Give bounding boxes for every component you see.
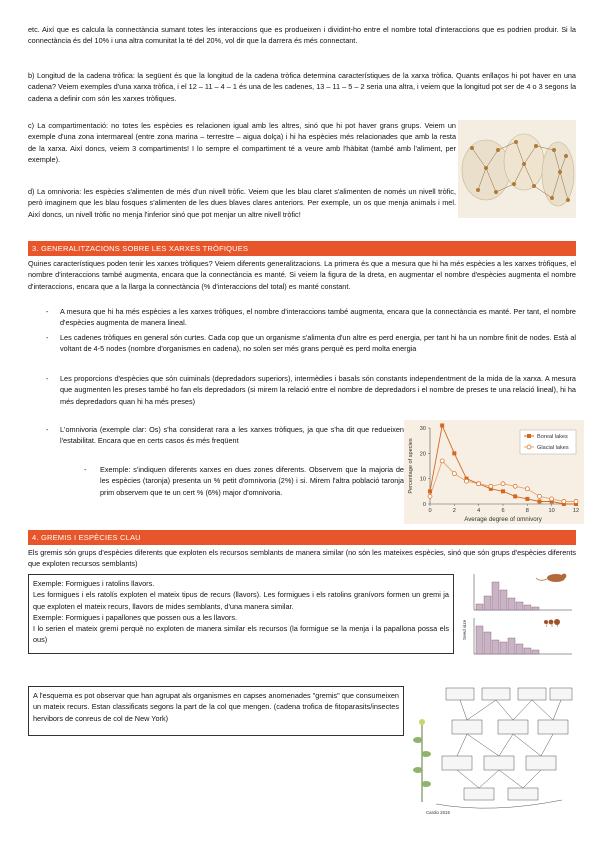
box-line: Les formigues i els ratolís exploten el mateix tipus de recurs (llavors). Les formigues i els ratolins granívors formen un gremi ja que exploten el mateix recurs, llavors de mides semblants, d'una manera similar.: [33, 590, 449, 611]
data-point-glacial: [562, 499, 566, 503]
list-item: - Les proporcions d'espècies que són cuiminals (depredadors superiors), intermèdies i basals són constants independentment de la mida de la xarxa. A mesura que augmenten les preses també ho fan els depredadors (si mirem la relació entre el nombre de depredadors i el nombre de preses te una relació lineal), hi ha més depredadors quan hi ha més preses): [46, 374, 576, 406]
data-point-glacial: [440, 459, 444, 463]
omnivory-chart: [404, 420, 584, 524]
data-point-glacial: [550, 497, 554, 501]
list-item-text: Les proporcions d'espècies que són cuiminals (depredadors superiors), intermèdies i basals són constants independentment de la mida de la xarxa. A mesura que augmenten les preses també ho fan els depredadors (si mirem la relació entre el nombre de depredadors i el nombre de preses te una relació lineal), hi ha més depredadors quan hi ha més preses): [60, 374, 576, 406]
guild-chart-label: Seed size: [462, 619, 467, 640]
legend-marker-glacial: [527, 445, 531, 449]
box-line: I lo serien el mateix gremi perquè no exploten de manera similar els recursos (la formigue se la menja i la papallona possa els ous): [33, 624, 449, 645]
data-point-boreal: [513, 494, 517, 498]
data-point-glacial: [538, 494, 542, 498]
section-3-heading: 3. GENERALITZACIONS SOBRE LES XARXES TRÒFIQUES: [28, 241, 576, 256]
y-tick-label: 30: [419, 426, 426, 432]
guild-example-box: [28, 574, 454, 654]
data-point-boreal: [538, 499, 542, 503]
x-tick-label: 10: [548, 508, 555, 514]
data-point-glacial: [452, 472, 456, 476]
legend-marker-boreal: [527, 434, 531, 438]
section-4-heading: 4. GREMIS I ESPÈCIES CLAU: [28, 530, 576, 545]
y-tick-label: 20: [419, 451, 426, 458]
data-point-glacial: [428, 494, 432, 498]
legend-label-boreal: Boreal lakes: [537, 434, 568, 440]
data-point-glacial: [501, 482, 505, 486]
data-point-glacial: [477, 482, 481, 486]
legend-label-glacial: Glacial lakes: [537, 445, 569, 451]
paragraph-omnivory: d) La omnivoria: les espècies s'alimenten de més d'un nivell tròfic. Veiem que les blau claret s'alimenten de només un nivell tròfic, però imaginem que les blau fosques s'alimenten de les dues blaves clares anteriors. Per exemple, un os que menja animals i mel. Així doncs, un nivell tròfic no menja l'inferior sinó que pot menjar un altre nivell tròfic!: [28, 187, 456, 219]
data-point-glacial: [525, 487, 529, 491]
y-tick-label: 10: [419, 476, 426, 483]
guild-scheme-diagram: [412, 684, 576, 816]
sub-list-item: - Exemple: s'indiquen diferents xarxes en dues zones diferents. Observem que la majoria de les espècies (taronja) presenta un % petit d'omnivoria (2%) i si. Mirem l'altra població taronja prim observem que te un cert % (6%) major d'omnivoria.: [84, 465, 404, 497]
data-point-boreal: [452, 451, 456, 455]
data-point-glacial: [465, 479, 469, 483]
x-tick-label: 0: [428, 508, 432, 514]
box-line: Exemple: Formigues i papallones que possen ous a les llavors.: [33, 612, 238, 622]
data-point-boreal: [525, 497, 529, 501]
x-tick-label: 2: [452, 508, 456, 514]
data-point-boreal: [428, 489, 432, 493]
section-3-intro: Quines característiques poden tenir les xarxes tròfiques? Veiem diferents generalitzacions. La primera és que a mesura que hi ha més espècies a les xarxes tròfiques, el nombre d'interaccions també augmenta, encara que la connectància es manté. Si veiem la figura de la dreta, en augmentar el nombre d'espècies augmenta el nombre d'interaccions, encara que a la llarga la connectància (% d'interaccions del total) es manté constant.: [28, 259, 576, 291]
data-point-boreal: [501, 489, 505, 493]
data-point-glacial: [574, 499, 578, 503]
data-point-glacial: [489, 484, 493, 488]
sub-list-item-text: Exemple: s'indiquen diferents xarxes en dues zones diferents. Observem que la majoria de les espècies (taronja) presenta un % petit d'omnivoria (2%) i si. Mirem l'altra població taronja prim observem que te un cert % (6%) major d'omnivoria.: [100, 465, 404, 497]
x-tick-label: 8: [525, 508, 529, 514]
y-tick-label: 0: [422, 502, 426, 508]
chart-legend: [520, 430, 576, 454]
ant-icon: [544, 619, 560, 627]
guild-histogram-figure: [462, 570, 576, 662]
scheme-caption: Cardio 2015: [426, 810, 450, 815]
list-item: - A mesura que hi ha més espècies a les xarxes tròfiques, el nombre d'interaccions també augmenta, encara que la connectància es manté. Per tant, el nombre d'espècies augmenta de manera lineal.: [46, 307, 576, 328]
list-item-text: L'omnivoria (exemple clar: Os) s'ha considerat rara a les xarxes tròfiques, ja que s'ha dit que redueixen l'estabilitat. Encara que en certs casos és més freqüent: [60, 425, 404, 446]
x-tick-label: 12: [572, 508, 580, 514]
section-4-intro: Els gremis són grups d'espècies diferents que exploten els recursos semblants de manera similar (no són les mateixes espècies, sinó que són grups d'espècies diferents que exploten recursos semblants): [28, 548, 576, 569]
x-axis-label: Average degree of omnivory: [464, 516, 542, 523]
list-item: - L'omnivoria (exemple clar: Os) s'ha considerat rara a les xarxes tròfiques, ja que s'ha dit que redueixen l'estabilitat. Encara que en certs casos és més freqüent: [46, 425, 404, 446]
box-text: A l'esquema es pot observar que han agrupat als organismes en capses anomenades "gremis" que consumeixen un mateix recurs. Estan classificats segons la part de la col que mengen. (cadena trofica de fitoparasits/insectes hervibors de conreus de col de New York): [33, 691, 399, 723]
data-point-glacial: [513, 484, 517, 488]
y-axis-label: Percentage of species: [408, 438, 414, 494]
guild-scheme-box: [28, 686, 404, 736]
paragraph-chain-length: b) Longitud de la cadena tròfica: la següent és que la longitud de la cadena tròfica determina característiques de la xarxa tròfica. Quants enllaços hi pot haver en una cadena? Veiem exemples d'una xarxa tròfica, i el 12 – 11 – 4 – 1 és una de les cadenes, 13 – 11 – 5 – 2 seria una altra, i veiem que la longitud pot ser de 4 o 3 segons la cadena a definir com són les xarxes tròfiques.: [28, 71, 576, 103]
food-web-compartment-figure: [458, 120, 576, 218]
x-tick-label: 4: [477, 508, 481, 514]
paragraph-compartmentalization: c) La compartimentació: no totes les espècies es relacionen igual amb les altres, sinó que hi pot haver grans grups. Veiem un exemple d'una zona intermareal (entre zona marina – terrestre – aigua dolça) i hi ha espècies més relacionades que amb la resta de la xarxa. Així doncs, veiem 3 compartiments! I lo sempre el compartiment té a veure amb l'hàbitat (també amb l'aliment, per exemple).: [28, 121, 456, 164]
paragraph-connectance: etc. Així que es calcula la connectància sumant totes les interaccions que es produeixen i dividint-ho entre el nombre total d'interaccions que es podrien produir. Si la connectància és del 10% i una altra comunitat la té del 20%, vol dir que la darrera és més connectant.: [28, 25, 576, 46]
list-item: - Les cadenes tròfiques en general són curtes. Cada cop que un organisme s'alimenta d'un altre es perd energia, per tant hi ha un nombre finit de nodes. Està al voltant de 4-5 nodes (nombre d'organismes en cadena), no solen ser més grans perquè es perd molta energia: [46, 333, 576, 354]
box-line: Exemple: Formigues i ratolins llavors.: [33, 579, 155, 588]
list-item-text: Les cadenes tròfiques en general són curtes. Cada cop que un organisme s'alimenta d'un altre es perd energia, per tant hi ha un nombre finit de nodes. Està al voltant de 4-5 nodes (nombre d'organismes en cadena), no solen ser més grans perquè es perd molta energia: [60, 333, 576, 354]
x-tick-label: 6: [501, 508, 505, 514]
list-item-text: A mesura que hi ha més espècies a les xarxes tròfiques, el nombre d'interaccions també augmenta, encara que la connectància es manté. Per tant, el nombre d'espècies augmenta de manera lineal.: [60, 307, 576, 328]
data-point-boreal: [440, 423, 444, 427]
